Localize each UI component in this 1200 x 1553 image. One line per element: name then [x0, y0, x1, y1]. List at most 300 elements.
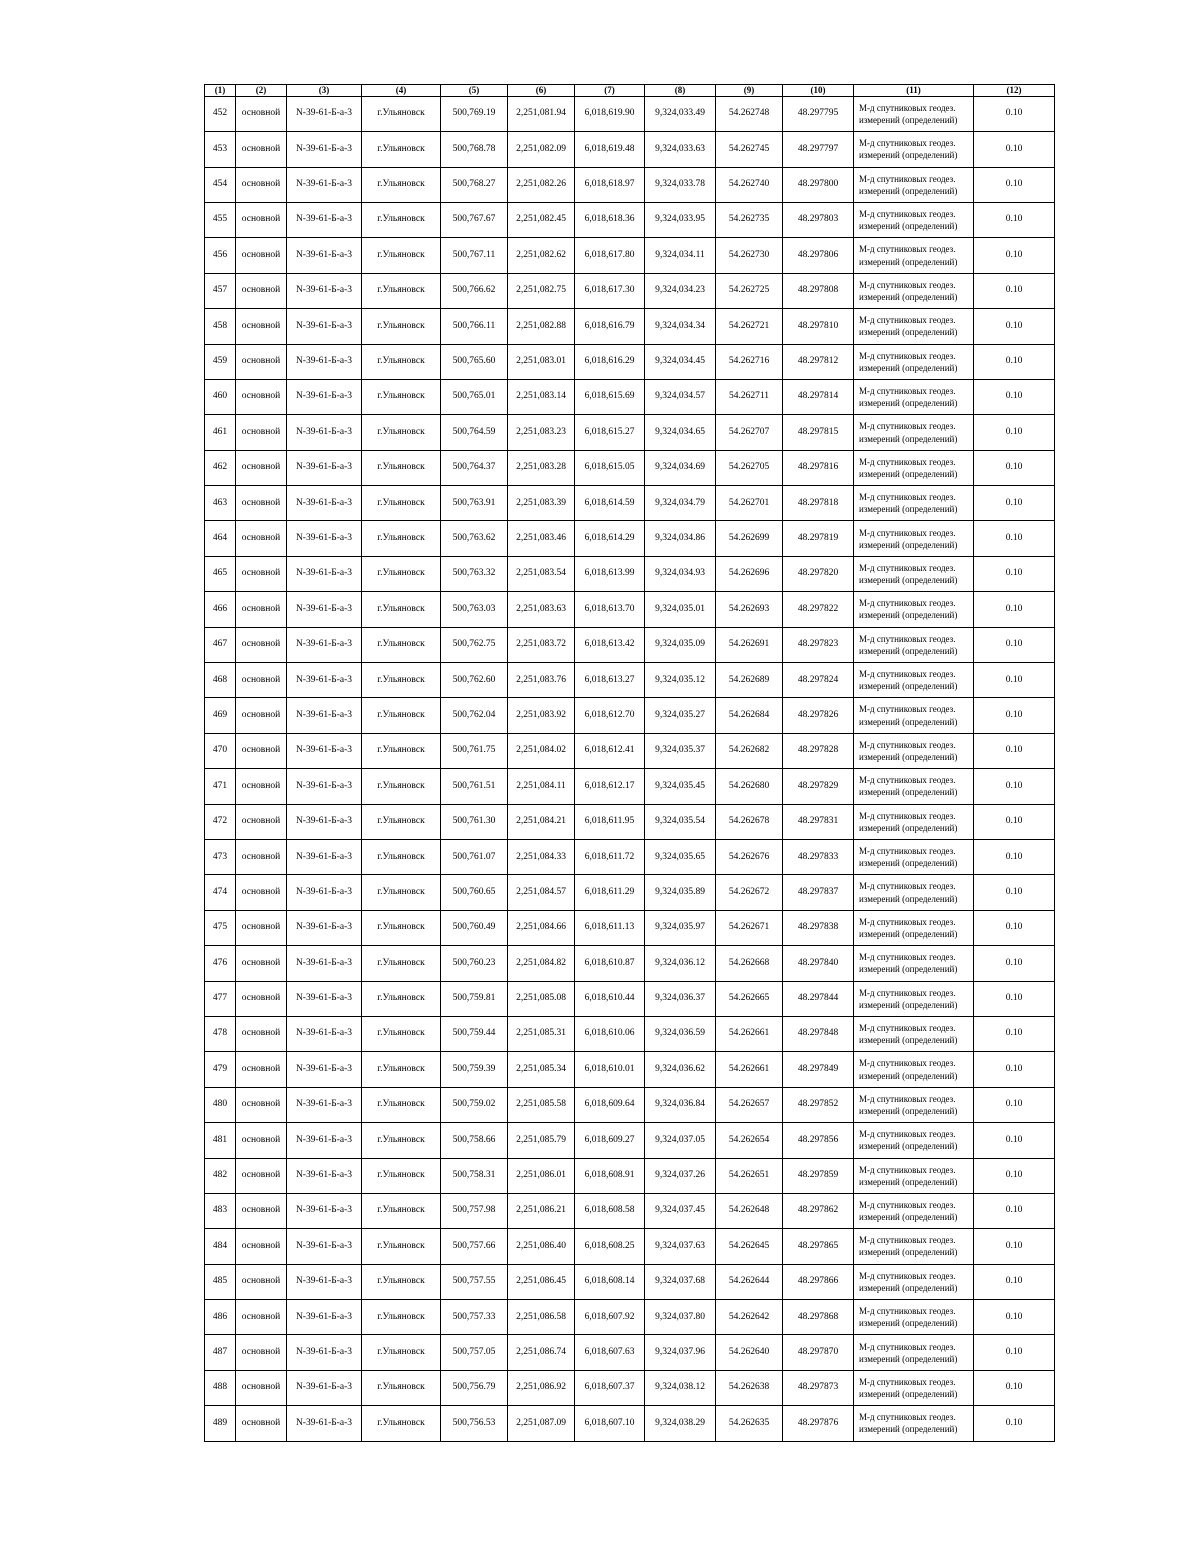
table-cell: 48.297852: [783, 1087, 854, 1122]
table-cell: 0.10: [974, 1052, 1055, 1087]
table-cell: М-д спутниковых геодез. измерений (определений): [854, 1193, 974, 1228]
table-cell: основной: [236, 663, 287, 698]
table-cell: 9,324,035.01: [645, 592, 716, 627]
table-cell: г.Ульяновск: [362, 415, 441, 450]
coordinates-table: [204, 84, 1055, 1442]
table-cell: 500,757.98: [441, 1193, 508, 1228]
table-cell: 6,018,607.92: [575, 1300, 645, 1335]
table-cell: г.Ульяновск: [362, 1193, 441, 1228]
table-cell: 481: [205, 1123, 236, 1158]
table-cell: М-д спутниковых геодез. измерений (определений): [854, 804, 974, 839]
table-cell: 0.10: [974, 521, 1055, 556]
table-cell: 54.262668: [716, 946, 783, 981]
table-cell: N-39-61-Б-а-3: [287, 592, 362, 627]
table-cell: 9,324,038.12: [645, 1370, 716, 1405]
table-cell: основной: [236, 910, 287, 945]
table-cell: основной: [236, 1300, 287, 1335]
table-cell: 459: [205, 344, 236, 379]
table-row: [205, 486, 1055, 521]
table-cell: 48.297800: [783, 167, 854, 202]
column-header: (1): [205, 85, 236, 97]
table-cell: 6,018,618.97: [575, 167, 645, 202]
table-cell: М-д спутниковых геодез. измерений (определений): [854, 1406, 974, 1441]
table-cell: 2,251,085.31: [508, 1016, 575, 1051]
table-row: [205, 1229, 1055, 1264]
table-cell: 473: [205, 840, 236, 875]
table-cell: г.Ульяновск: [362, 96, 441, 131]
table-cell: г.Ульяновск: [362, 1052, 441, 1087]
table-cell: 54.262691: [716, 627, 783, 662]
table-cell: 2,251,084.02: [508, 733, 575, 768]
table-row: [205, 1193, 1055, 1228]
table-cell: 9,324,033.49: [645, 96, 716, 131]
table-cell: 471: [205, 769, 236, 804]
table-cell: 500,762.04: [441, 698, 508, 733]
table-cell: 0.10: [974, 309, 1055, 344]
table-cell: 500,765.01: [441, 379, 508, 414]
table-cell: 6,018,612.41: [575, 733, 645, 768]
table-row: [205, 981, 1055, 1016]
table-cell: 9,324,037.63: [645, 1229, 716, 1264]
table-row: [205, 1052, 1055, 1087]
table-cell: основной: [236, 202, 287, 237]
column-header: (4): [362, 85, 441, 97]
table-cell: 482: [205, 1158, 236, 1193]
table-cell: 9,324,035.54: [645, 804, 716, 839]
table-row: [205, 1335, 1055, 1370]
table-cell: основной: [236, 698, 287, 733]
table-cell: 9,324,033.95: [645, 202, 716, 237]
table-cell: 6,018,611.95: [575, 804, 645, 839]
table-cell: 0.10: [974, 910, 1055, 945]
table-cell: 455: [205, 202, 236, 237]
table-cell: 0.10: [974, 167, 1055, 202]
table-cell: 2,251,083.54: [508, 556, 575, 591]
table-cell: 2,251,084.11: [508, 769, 575, 804]
table-cell: 2,251,083.76: [508, 663, 575, 698]
table-cell: N-39-61-Б-а-3: [287, 1087, 362, 1122]
table-cell: 0.10: [974, 238, 1055, 273]
table-row: [205, 132, 1055, 167]
table-cell: г.Ульяновск: [362, 946, 441, 981]
table-cell: 2,251,085.79: [508, 1123, 575, 1158]
table-cell: г.Ульяновск: [362, 769, 441, 804]
table-cell: 2,251,082.75: [508, 273, 575, 308]
table-cell: N-39-61-Б-а-3: [287, 910, 362, 945]
table-cell: 0.10: [974, 804, 1055, 839]
table-cell: N-39-61-Б-а-3: [287, 875, 362, 910]
table-cell: 469: [205, 698, 236, 733]
table-cell: 6,018,609.27: [575, 1123, 645, 1158]
table-row: [205, 840, 1055, 875]
table-cell: 54.262711: [716, 379, 783, 414]
table-cell: 54.262672: [716, 875, 783, 910]
table-cell: 48.297826: [783, 698, 854, 733]
table-cell: 0.10: [974, 202, 1055, 237]
table-cell: основной: [236, 556, 287, 591]
table-cell: N-39-61-Б-а-3: [287, 804, 362, 839]
table-cell: N-39-61-Б-а-3: [287, 521, 362, 556]
table-cell: 9,324,037.05: [645, 1123, 716, 1158]
table-cell: г.Ульяновск: [362, 450, 441, 485]
table-cell: 500,763.91: [441, 486, 508, 521]
table-cell: г.Ульяновск: [362, 910, 441, 945]
table-cell: 2,251,083.39: [508, 486, 575, 521]
table-cell: М-д спутниковых геодез. измерений (определений): [854, 663, 974, 698]
table-cell: 453: [205, 132, 236, 167]
table-cell: 6,018,618.36: [575, 202, 645, 237]
table-cell: 48.297820: [783, 556, 854, 591]
table-cell: М-д спутниковых геодез. измерений (определений): [854, 96, 974, 131]
table-cell: г.Ульяновск: [362, 344, 441, 379]
table-cell: 463: [205, 486, 236, 521]
table-cell: 478: [205, 1016, 236, 1051]
table-cell: 48.297822: [783, 592, 854, 627]
table-cell: 0.10: [974, 1229, 1055, 1264]
table-cell: 0.10: [974, 1335, 1055, 1370]
table-cell: М-д спутниковых геодез. измерений (определений): [854, 238, 974, 273]
table-cell: 9,324,035.97: [645, 910, 716, 945]
table-cell: 0.10: [974, 627, 1055, 662]
table-cell: 48.297876: [783, 1406, 854, 1441]
table-cell: М-д спутниковых геодез. измерений (определений): [854, 592, 974, 627]
table-cell: 54.262696: [716, 556, 783, 591]
table-cell: 6,018,611.72: [575, 840, 645, 875]
table-cell: 48.297814: [783, 379, 854, 414]
table-cell: 466: [205, 592, 236, 627]
table-cell: основной: [236, 309, 287, 344]
table-cell: 6,018,608.91: [575, 1158, 645, 1193]
table-cell: 6,018,614.59: [575, 486, 645, 521]
table-cell: М-д спутниковых геодез. измерений (определений): [854, 415, 974, 450]
table-cell: 54.262657: [716, 1087, 783, 1122]
table-cell: 2,251,087.09: [508, 1406, 575, 1441]
table-cell: 9,324,034.86: [645, 521, 716, 556]
table-cell: 54.262721: [716, 309, 783, 344]
table-cell: 9,324,038.29: [645, 1406, 716, 1441]
table-cell: 9,324,034.57: [645, 379, 716, 414]
table-cell: основной: [236, 1335, 287, 1370]
table-cell: основной: [236, 840, 287, 875]
column-header: (10): [783, 85, 854, 97]
table-cell: N-39-61-Б-а-3: [287, 1123, 362, 1158]
table-cell: 48.297838: [783, 910, 854, 945]
table-cell: 6,018,611.13: [575, 910, 645, 945]
table-row: [205, 202, 1055, 237]
table-cell: 48.297808: [783, 273, 854, 308]
table-cell: 457: [205, 273, 236, 308]
table-cell: 500,766.62: [441, 273, 508, 308]
table-cell: N-39-61-Б-а-3: [287, 344, 362, 379]
table-cell: 0.10: [974, 1123, 1055, 1158]
table-cell: М-д спутниковых геодез. измерений (определений): [854, 556, 974, 591]
table-cell: 2,251,083.72: [508, 627, 575, 662]
table-row: [205, 875, 1055, 910]
table-row: [205, 1370, 1055, 1405]
header-row: [205, 85, 1055, 97]
table-cell: 48.297866: [783, 1264, 854, 1299]
table-cell: 479: [205, 1052, 236, 1087]
table-cell: 48.297806: [783, 238, 854, 273]
table-cell: основной: [236, 1406, 287, 1441]
table-cell: 2,251,081.94: [508, 96, 575, 131]
table-cell: N-39-61-Б-а-3: [287, 733, 362, 768]
table-cell: 2,251,083.92: [508, 698, 575, 733]
table-cell: N-39-61-Б-а-3: [287, 132, 362, 167]
table-cell: 472: [205, 804, 236, 839]
table-cell: 6,018,608.14: [575, 1264, 645, 1299]
table-cell: 2,251,082.45: [508, 202, 575, 237]
table-cell: 454: [205, 167, 236, 202]
table-cell: г.Ульяновск: [362, 592, 441, 627]
table-row: [205, 910, 1055, 945]
table-cell: 54.262671: [716, 910, 783, 945]
table-cell: 0.10: [974, 344, 1055, 379]
table-cell: 461: [205, 415, 236, 450]
table-cell: 0.10: [974, 840, 1055, 875]
table-cell: 2,251,083.63: [508, 592, 575, 627]
table-cell: 2,251,083.46: [508, 521, 575, 556]
table-cell: N-39-61-Б-а-3: [287, 946, 362, 981]
table-cell: М-д спутниковых геодез. измерений (определений): [854, 981, 974, 1016]
table-cell: 6,018,616.79: [575, 309, 645, 344]
table-cell: г.Ульяновск: [362, 875, 441, 910]
table-cell: 6,018,616.29: [575, 344, 645, 379]
table-row: [205, 1300, 1055, 1335]
table-cell: 9,324,036.12: [645, 946, 716, 981]
table-cell: 500,758.31: [441, 1158, 508, 1193]
table-cell: 500,763.03: [441, 592, 508, 627]
table-cell: 48.297831: [783, 804, 854, 839]
table-cell: г.Ульяновск: [362, 698, 441, 733]
table-cell: N-39-61-Б-а-3: [287, 379, 362, 414]
table-cell: N-39-61-Б-а-3: [287, 309, 362, 344]
table-cell: N-39-61-Б-а-3: [287, 486, 362, 521]
table-cell: основной: [236, 1229, 287, 1264]
table-cell: 0.10: [974, 1016, 1055, 1051]
table-cell: 500,760.65: [441, 875, 508, 910]
table-cell: 500,768.78: [441, 132, 508, 167]
table-cell: N-39-61-Б-а-3: [287, 450, 362, 485]
table-cell: М-д спутниковых геодез. измерений (определений): [854, 1052, 974, 1087]
table-cell: 54.262651: [716, 1158, 783, 1193]
table-cell: 54.262745: [716, 132, 783, 167]
table-cell: N-39-61-Б-а-3: [287, 415, 362, 450]
table-cell: 0.10: [974, 769, 1055, 804]
table-cell: 2,251,084.82: [508, 946, 575, 981]
table-cell: 9,324,037.68: [645, 1264, 716, 1299]
table-cell: 54.262693: [716, 592, 783, 627]
table-row: [205, 698, 1055, 733]
table-cell: 6,018,614.29: [575, 521, 645, 556]
table-cell: г.Ульяновск: [362, 273, 441, 308]
table-cell: 500,765.60: [441, 344, 508, 379]
table-cell: 54.262640: [716, 1335, 783, 1370]
table-cell: 475: [205, 910, 236, 945]
table-cell: 9,324,035.12: [645, 663, 716, 698]
table-cell: основной: [236, 486, 287, 521]
table-cell: г.Ульяновск: [362, 486, 441, 521]
table-cell: основной: [236, 1264, 287, 1299]
table-cell: М-д спутниковых геодез. измерений (определений): [854, 344, 974, 379]
table-cell: М-д спутниковых геодез. измерений (определений): [854, 486, 974, 521]
table-cell: N-39-61-Б-а-3: [287, 1335, 362, 1370]
table-cell: 9,324,034.93: [645, 556, 716, 591]
table-cell: 500,761.75: [441, 733, 508, 768]
table-cell: г.Ульяновск: [362, 1300, 441, 1335]
table-cell: М-д спутниковых геодез. измерений (определений): [854, 875, 974, 910]
table-cell: 2,251,085.08: [508, 981, 575, 1016]
table-cell: М-д спутниковых геодез. измерений (определений): [854, 627, 974, 662]
table-cell: 465: [205, 556, 236, 591]
table-cell: N-39-61-Б-а-3: [287, 1052, 362, 1087]
table-cell: г.Ульяновск: [362, 202, 441, 237]
table-cell: 6,018,617.80: [575, 238, 645, 273]
table-cell: 6,018,609.64: [575, 1087, 645, 1122]
table-cell: N-39-61-Б-а-3: [287, 1193, 362, 1228]
table-cell: г.Ульяновск: [362, 167, 441, 202]
table-cell: 54.262644: [716, 1264, 783, 1299]
table-cell: N-39-61-Б-а-3: [287, 981, 362, 1016]
table-cell: основной: [236, 1123, 287, 1158]
table-cell: 9,324,035.09: [645, 627, 716, 662]
table-row: [205, 1087, 1055, 1122]
table-cell: М-д спутниковых геодез. измерений (определений): [854, 1229, 974, 1264]
table-cell: 54.262684: [716, 698, 783, 733]
table-cell: г.Ульяновск: [362, 733, 441, 768]
table-cell: N-39-61-Б-а-3: [287, 1016, 362, 1051]
table-cell: М-д спутниковых геодез. измерений (определений): [854, 769, 974, 804]
table-cell: г.Ульяновск: [362, 521, 441, 556]
table-cell: 2,251,082.09: [508, 132, 575, 167]
table-cell: 54.262661: [716, 1016, 783, 1051]
table-cell: 6,018,608.58: [575, 1193, 645, 1228]
table-cell: 2,251,082.26: [508, 167, 575, 202]
table-cell: 48.297824: [783, 663, 854, 698]
table-row: [205, 556, 1055, 591]
table-cell: основной: [236, 344, 287, 379]
table-cell: 2,251,086.21: [508, 1193, 575, 1228]
table-cell: 0.10: [974, 1158, 1055, 1193]
table-cell: N-39-61-Б-а-3: [287, 556, 362, 591]
table-cell: 48.297795: [783, 96, 854, 131]
table-cell: 54.262661: [716, 1052, 783, 1087]
table-cell: 54.262707: [716, 415, 783, 450]
table-cell: 48.297823: [783, 627, 854, 662]
table-cell: 0.10: [974, 450, 1055, 485]
column-header: (7): [575, 85, 645, 97]
table-cell: М-д спутниковых геодез. измерений (определений): [854, 946, 974, 981]
table-cell: 6,018,610.87: [575, 946, 645, 981]
table-cell: 500,759.02: [441, 1087, 508, 1122]
column-header: (12): [974, 85, 1055, 97]
table-cell: 48.297816: [783, 450, 854, 485]
table-cell: 474: [205, 875, 236, 910]
table-row: [205, 450, 1055, 485]
table-cell: М-д спутниковых геодез. измерений (определений): [854, 1158, 974, 1193]
table-cell: 54.262635: [716, 1406, 783, 1441]
table-cell: 0.10: [974, 1370, 1055, 1405]
table-cell: N-39-61-Б-а-3: [287, 1300, 362, 1335]
table-cell: 500,763.32: [441, 556, 508, 591]
table-cell: г.Ульяновск: [362, 627, 441, 662]
table-cell: N-39-61-Б-а-3: [287, 1370, 362, 1405]
table-cell: М-д спутниковых геодез. измерений (определений): [854, 1264, 974, 1299]
table-cell: М-д спутниковых геодез. измерений (определений): [854, 1087, 974, 1122]
table-cell: основной: [236, 769, 287, 804]
table-row: [205, 946, 1055, 981]
table-cell: г.Ульяновск: [362, 556, 441, 591]
table-cell: г.Ульяновск: [362, 1229, 441, 1264]
table-cell: 500,758.66: [441, 1123, 508, 1158]
table-cell: 487: [205, 1335, 236, 1370]
table-cell: 48.297812: [783, 344, 854, 379]
table-cell: 500,760.23: [441, 946, 508, 981]
table-cell: 48.297837: [783, 875, 854, 910]
table-row: [205, 1264, 1055, 1299]
table-cell: 9,324,034.23: [645, 273, 716, 308]
table-cell: 48.297833: [783, 840, 854, 875]
table-cell: N-39-61-Б-а-3: [287, 663, 362, 698]
table-cell: 456: [205, 238, 236, 273]
table-cell: 6,018,607.37: [575, 1370, 645, 1405]
table-cell: г.Ульяновск: [362, 1264, 441, 1299]
table-cell: 2,251,082.62: [508, 238, 575, 273]
table-cell: 9,324,037.80: [645, 1300, 716, 1335]
table-row: [205, 238, 1055, 273]
table-cell: 0.10: [974, 486, 1055, 521]
table-cell: основной: [236, 627, 287, 662]
table-cell: основной: [236, 167, 287, 202]
table-cell: 480: [205, 1087, 236, 1122]
table-cell: 9,324,037.26: [645, 1158, 716, 1193]
table-cell: 54.262730: [716, 238, 783, 273]
table-cell: 48.297818: [783, 486, 854, 521]
table-cell: 2,251,082.88: [508, 309, 575, 344]
table-cell: 54.262678: [716, 804, 783, 839]
table-cell: 6,018,607.10: [575, 1406, 645, 1441]
table-cell: 500,762.75: [441, 627, 508, 662]
table-cell: 500,763.62: [441, 521, 508, 556]
column-header: (9): [716, 85, 783, 97]
table-cell: 484: [205, 1229, 236, 1264]
table-cell: 0.10: [974, 379, 1055, 414]
table-header: [205, 85, 1055, 97]
table-cell: г.Ульяновск: [362, 840, 441, 875]
table-cell: 54.262645: [716, 1229, 783, 1264]
table-row: [205, 1158, 1055, 1193]
table-cell: N-39-61-Б-а-3: [287, 698, 362, 733]
table-cell: 2,251,084.21: [508, 804, 575, 839]
table-cell: 0.10: [974, 663, 1055, 698]
table-cell: 9,324,037.45: [645, 1193, 716, 1228]
table-cell: 0.10: [974, 981, 1055, 1016]
table-cell: основной: [236, 238, 287, 273]
table-cell: 9,324,036.62: [645, 1052, 716, 1087]
table-cell: 48.297844: [783, 981, 854, 1016]
table-cell: основной: [236, 592, 287, 627]
table-cell: 54.262699: [716, 521, 783, 556]
table-cell: основной: [236, 450, 287, 485]
table-cell: 9,324,036.84: [645, 1087, 716, 1122]
table-cell: N-39-61-Б-а-3: [287, 273, 362, 308]
table-cell: 54.262648: [716, 1193, 783, 1228]
table-cell: N-39-61-Б-а-3: [287, 1406, 362, 1441]
table-cell: 500,756.53: [441, 1406, 508, 1441]
table-cell: 9,324,035.65: [645, 840, 716, 875]
table-cell: 500,767.67: [441, 202, 508, 237]
table-cell: 48.297819: [783, 521, 854, 556]
